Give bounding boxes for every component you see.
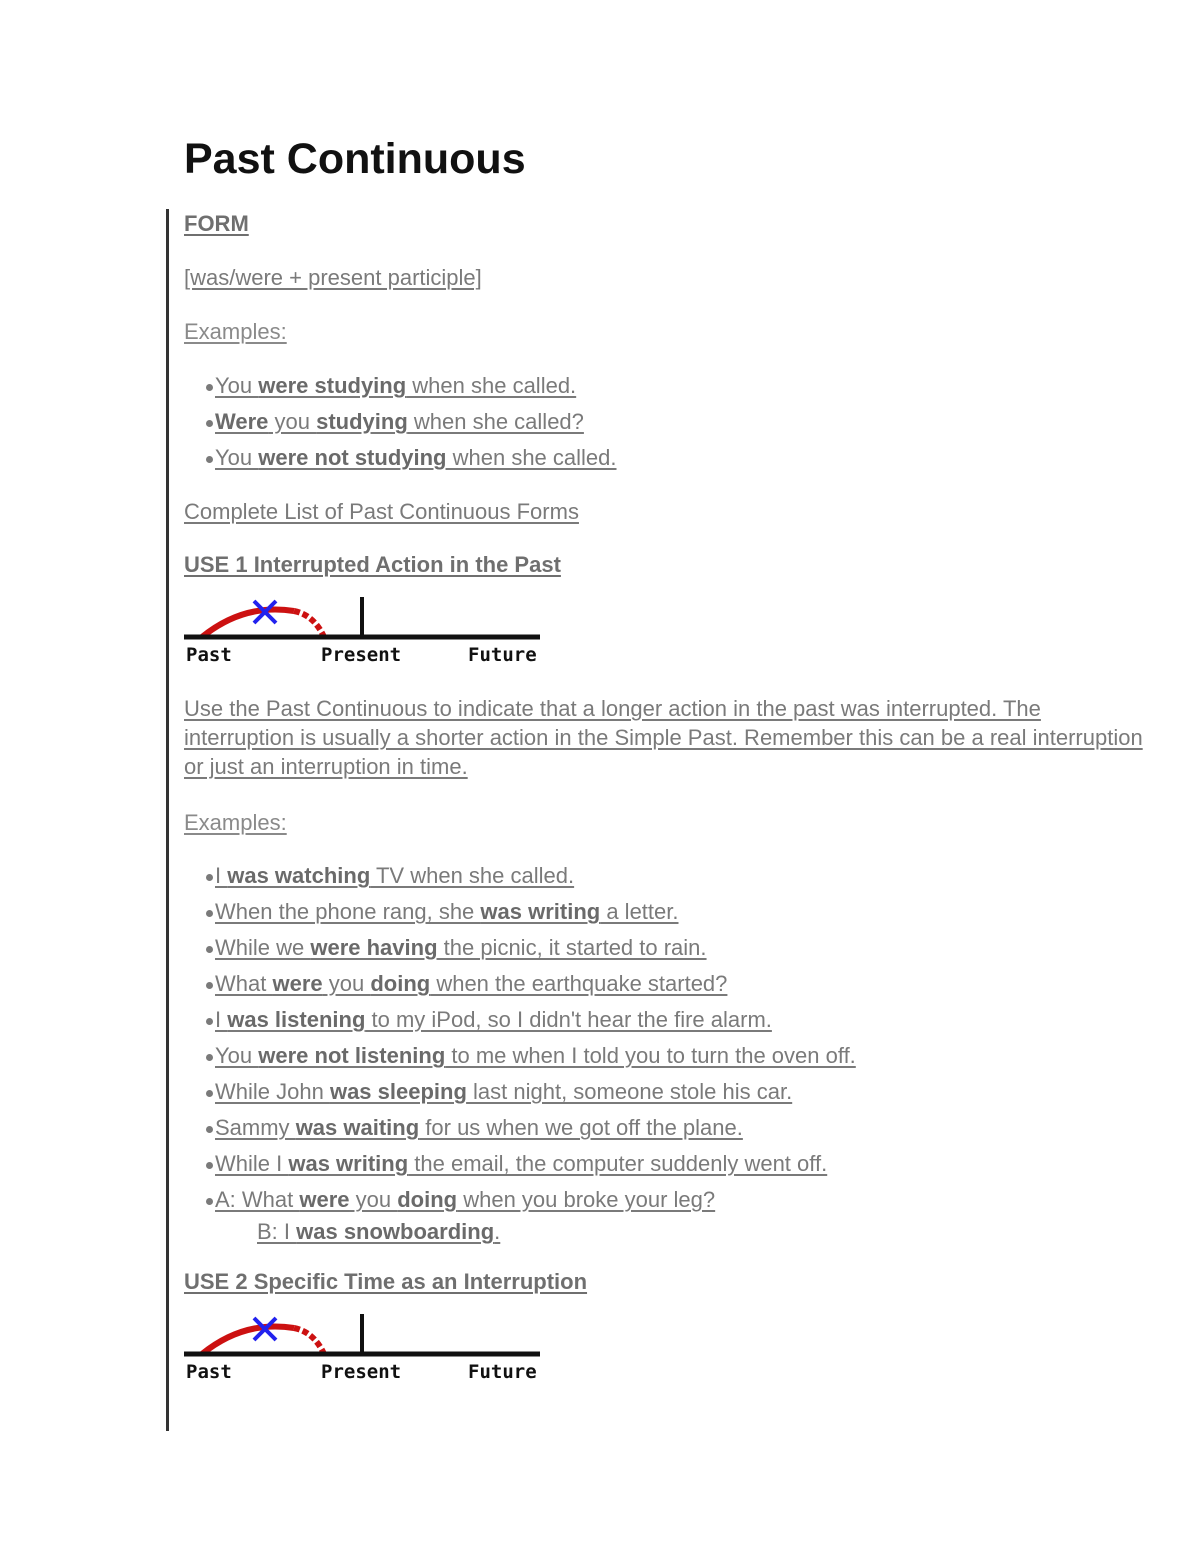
timeline-label-past: Past — [186, 644, 232, 666]
bullet-icon — [206, 982, 213, 989]
verb-phrase: was writing — [480, 899, 601, 924]
bullet-icon — [206, 1198, 213, 1205]
timeline-label-future: Future — [468, 1361, 537, 1383]
verb-phrase: were — [299, 1187, 350, 1212]
verb-phrase: were not studying — [258, 445, 447, 470]
example-text — [207, 966, 727, 1002]
bullet-icon — [206, 946, 213, 953]
text-segment: a letter. — [600, 899, 679, 924]
use1-examples-list — [184, 858, 1144, 1246]
verb-phrase: studying — [316, 409, 408, 434]
text-segment: you — [322, 971, 371, 996]
verb-phrase: Were — [215, 409, 269, 434]
example-item[interactable] — [215, 1002, 1144, 1038]
text-segment: you — [268, 409, 317, 434]
form-examples-label[interactable]: Examples: — [184, 319, 287, 344]
bullet-icon — [206, 910, 213, 917]
timeline-label-past: Past — [186, 1361, 232, 1383]
text-segment: when she called? — [407, 409, 584, 434]
example-text — [207, 930, 707, 966]
example-text — [207, 1146, 827, 1182]
use1-heading[interactable]: USE 1 Interrupted Action in the Past — [184, 552, 561, 577]
use2-timeline — [184, 1314, 544, 1386]
bullet-icon — [206, 420, 213, 427]
text-segment: When the phone rang, she — [215, 899, 481, 924]
bullet-icon — [206, 1162, 213, 1169]
bullet-icon — [206, 874, 213, 881]
example-item[interactable] — [215, 930, 1144, 966]
example-item[interactable] — [215, 404, 1144, 440]
timeline-label-present: Present — [321, 1361, 402, 1383]
text-segment: when she called. — [406, 373, 577, 398]
example-text — [207, 1110, 743, 1146]
verb-phrase: were not listening — [258, 1043, 446, 1068]
text-segment: While I — [215, 1151, 289, 1176]
text-segment: A: What — [215, 1187, 300, 1212]
verb-phrase: was watching — [227, 863, 371, 888]
example-item[interactable] — [215, 966, 1144, 1002]
verb-phrase: doing — [397, 1187, 458, 1212]
timeline-diagram — [184, 1314, 544, 1362]
bullet-icon — [206, 1090, 213, 1097]
text-segment: you — [349, 1187, 398, 1212]
example-item[interactable] — [215, 858, 1144, 894]
timeline-arc-solid — [202, 1326, 294, 1354]
left-margin-rule — [166, 209, 169, 1431]
text-segment: Sammy — [215, 1115, 296, 1140]
timeline-label-future: Future — [468, 644, 537, 666]
example-text — [207, 1074, 792, 1110]
bullet-icon — [206, 456, 213, 463]
text-segment: when you broke your leg? — [457, 1187, 716, 1212]
example-item[interactable] — [215, 1110, 1144, 1146]
example-text — [207, 1002, 772, 1038]
verb-phrase: was sleeping — [329, 1079, 467, 1104]
text-segment: for us when we got off the plane. — [419, 1115, 743, 1140]
example-item[interactable] — [215, 1038, 1144, 1074]
timeline-diagram — [184, 597, 544, 645]
example-item[interactable] — [215, 440, 1144, 476]
use1-description[interactable]: Use the Past Continuous to indicate that a longer action in the past was interrupted. The interruption is usually a shorter action in the Simple Past. Remember this can be a real interruption or just an interruption in time. — [184, 696, 1143, 779]
example-item[interactable] — [215, 368, 1144, 404]
text-segment: You — [215, 1043, 259, 1068]
text-segment: when the earthquake started? — [430, 971, 728, 996]
bullet-icon — [206, 1054, 213, 1061]
form-formula[interactable]: [was/were + present participle] — [184, 265, 482, 290]
timeline-arc-dashed — [294, 611, 324, 637]
text-segment: B: I — [257, 1219, 297, 1244]
complete-list-link[interactable]: Complete List of Past Continuous Forms — [184, 499, 579, 524]
text-segment: to my iPod, so I didn't hear the fire alarm. — [365, 1007, 772, 1032]
bullet-icon — [206, 1018, 213, 1025]
text-segment: What — [215, 971, 273, 996]
example-item[interactable] — [215, 1074, 1144, 1110]
document-body — [184, 206, 1144, 1386]
text-segment: . — [494, 1219, 501, 1244]
form-examples-list — [184, 368, 1144, 476]
text-segment: While we — [215, 935, 311, 960]
verb-phrase: were studying — [258, 373, 407, 398]
use1-examples-label[interactable]: Examples: — [184, 810, 287, 835]
text-segment: You — [215, 373, 259, 398]
verb-phrase: was waiting — [295, 1115, 420, 1140]
example-text — [207, 368, 576, 404]
text-segment: the email, the computer suddenly went off. — [408, 1151, 828, 1176]
verb-phrase: was writing — [288, 1151, 409, 1176]
text-segment: last night, someone stole his car. — [466, 1079, 793, 1104]
text-segment: You — [215, 445, 259, 470]
bullet-icon — [206, 384, 213, 391]
text-segment: the picnic, it started to rain. — [437, 935, 707, 960]
example-item[interactable] — [215, 1146, 1144, 1182]
example-text — [207, 1038, 856, 1074]
text-segment: I — [215, 863, 228, 888]
example-item[interactable] — [215, 1182, 1144, 1246]
example-text — [207, 894, 679, 930]
use2-heading[interactable]: USE 2 Specific Time as an Interruption — [184, 1269, 588, 1294]
verb-phrase: were — [272, 971, 323, 996]
timeline-arc-dashed — [294, 1328, 324, 1354]
verb-phrase: doing — [370, 971, 431, 996]
page-title: Past Continuous — [184, 135, 526, 183]
example-text — [207, 858, 574, 894]
form-heading[interactable]: FORM — [184, 211, 249, 236]
timeline-label-present: Present — [321, 644, 402, 666]
bullet-icon — [206, 1126, 213, 1133]
verb-phrase: were having — [310, 935, 438, 960]
timeline-arc-solid — [202, 609, 294, 637]
answer-text — [257, 1219, 500, 1244]
text-segment: TV when she called. — [370, 863, 575, 888]
text-segment: I — [215, 1007, 228, 1032]
example-item[interactable] — [215, 894, 1144, 930]
example-text — [207, 404, 584, 440]
text-segment: to me when I told you to turn the oven off. — [445, 1043, 856, 1068]
example-answer — [224, 1218, 1144, 1246]
example-text — [207, 1182, 715, 1218]
verb-phrase: was listening — [227, 1007, 366, 1032]
example-text — [207, 440, 617, 476]
text-segment: when she called. — [446, 445, 617, 470]
use1-timeline — [184, 597, 544, 669]
verb-phrase: was snowboarding — [296, 1219, 495, 1244]
text-segment: While John — [215, 1079, 330, 1104]
